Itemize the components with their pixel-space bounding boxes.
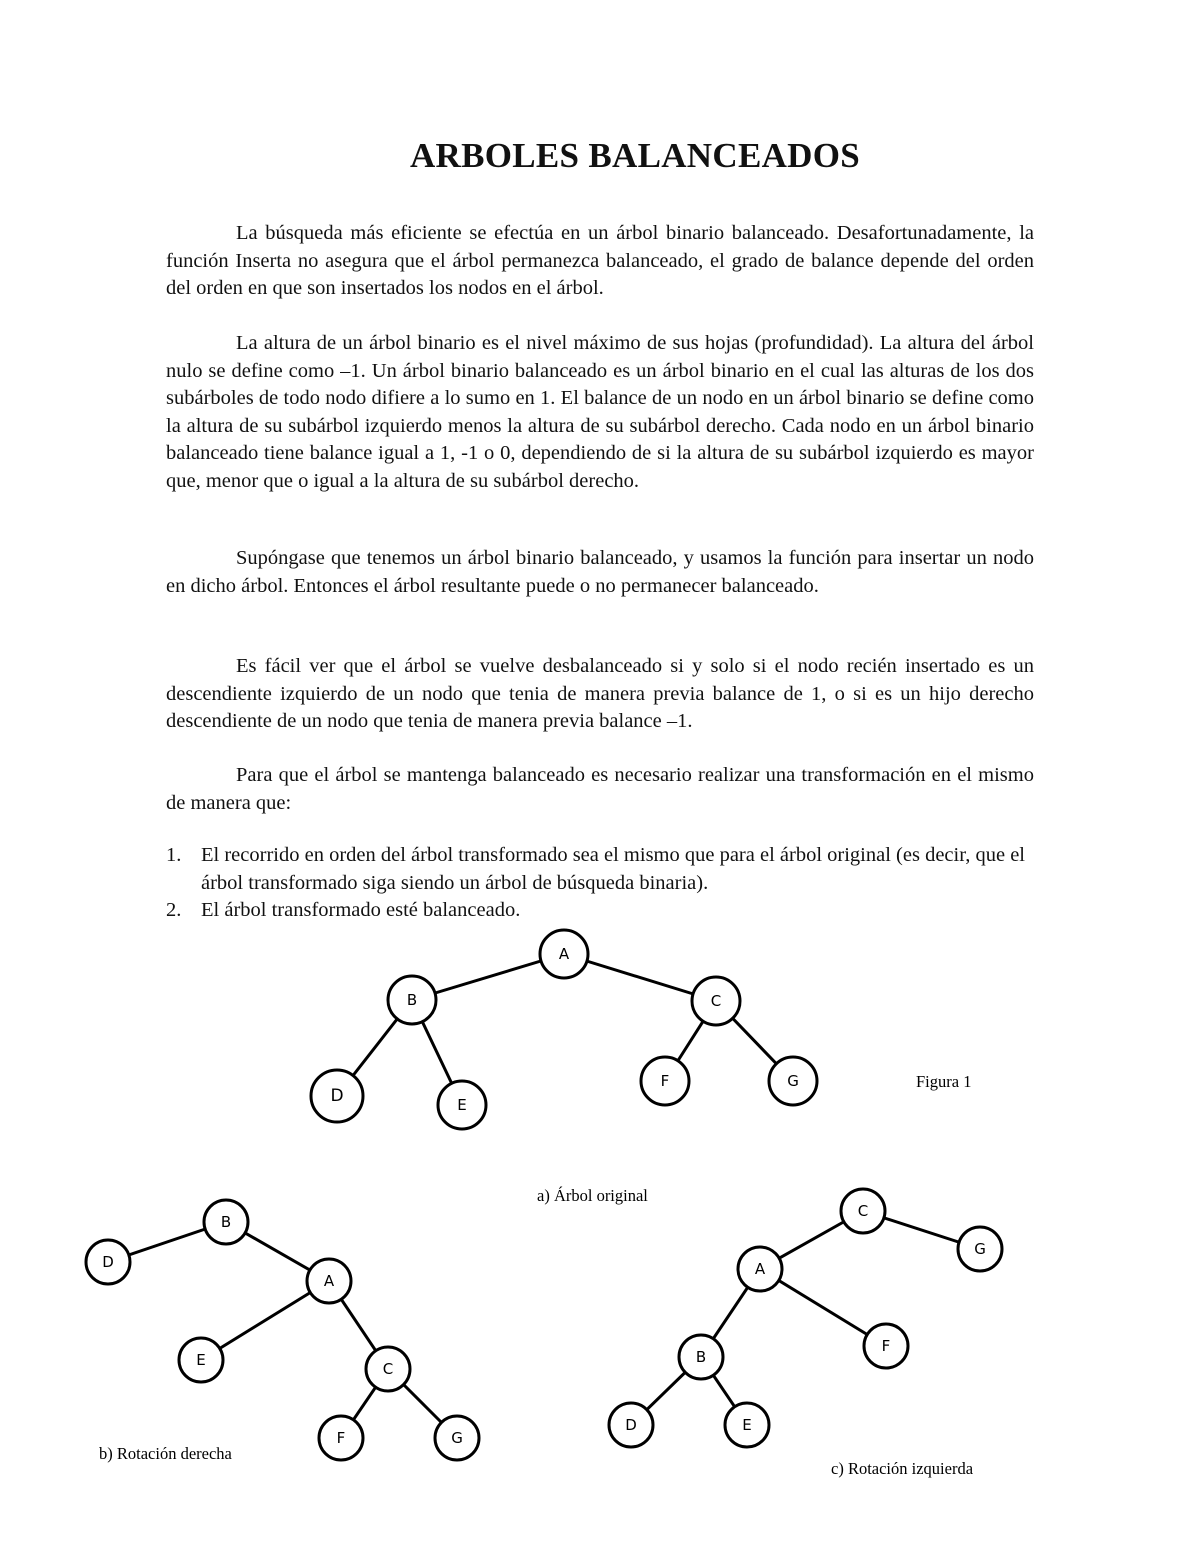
svg-text:F: F (660, 1072, 670, 1090)
svg-text:A: A (323, 1272, 335, 1290)
svg-text:C: C (710, 992, 722, 1010)
caption-left-rotation: c) Rotación izquierda (831, 1459, 974, 1478)
tree-node-b (388, 976, 436, 1024)
svg-text:D: D (102, 1253, 114, 1271)
tree-node-d (311, 1070, 363, 1122)
svg-text:C: C (857, 1202, 869, 1220)
svg-text:A: A (754, 1260, 766, 1278)
list-number: 1. (166, 844, 182, 866)
caption-right-rotation: b) Rotación derecha (99, 1444, 232, 1463)
tree-node-e (179, 1338, 223, 1382)
svg-text:A: A (558, 945, 570, 963)
svg-text:B: B (695, 1348, 707, 1366)
list-item-text: El árbol transformado esté balanceado. (201, 899, 521, 921)
tree-left-rotation (609, 1189, 1002, 1447)
svg-text:G: G (451, 1429, 463, 1447)
list-number: 2. (166, 899, 182, 921)
tree-node-g (958, 1227, 1002, 1271)
tree-node-e (725, 1403, 769, 1447)
tree-node-g (769, 1057, 817, 1105)
tree-right-rotation (86, 1200, 479, 1460)
tree-node-c (841, 1189, 885, 1233)
tree-node-f (319, 1416, 363, 1460)
tree-node-a (307, 1259, 351, 1303)
svg-text:F: F (336, 1429, 346, 1447)
tree-node-a (738, 1247, 782, 1291)
tree-node-c (692, 977, 740, 1025)
svg-text:E: E (457, 1096, 467, 1114)
paragraph-text: La altura de un árbol binario es el nivel máximo de sus hojas (profundidad). La altura del árbol nulo se define como –1. Un árbol binario balanceado es un árbol binario en el cual las alturas de los dos subárboles de todo nodo difiere a lo sumo en 1. El balance de un nodo en un árbol binario se define como la altura de su subárbol izquierdo menos la altura de su subárbol derecho. Cada nodo en un árbol binario balanceado tiene balance igual a 1, -1 o 0, dependiendo de si la altura de su subárbol izquierdo es mayor que, menor que o igual a la altura de su subárbol derecho. (166, 332, 1034, 492)
svg-text:B: B (220, 1213, 232, 1231)
tree-node-e (438, 1081, 486, 1129)
tree-node-d (609, 1403, 653, 1447)
document-title: ARBOLES BALANCEADOS (409, 136, 861, 175)
svg-text:G: G (787, 1072, 799, 1090)
tree-node-g (435, 1416, 479, 1460)
figure-label: Figura 1 (916, 1072, 972, 1091)
svg-text:G: G (974, 1240, 986, 1258)
svg-text:D: D (330, 1086, 344, 1106)
svg-text:E: E (742, 1416, 752, 1434)
svg-text:C: C (382, 1360, 394, 1378)
tree-node-b (204, 1200, 248, 1244)
tree-node-c (366, 1347, 410, 1391)
tree-node-d (86, 1240, 130, 1284)
tree-node-a (540, 930, 588, 978)
svg-text:F: F (881, 1337, 891, 1355)
list-item-text: El recorrido en orden del árbol transformado sea el mismo que para el árbol original (es decir, que el árbol transformado siga siendo un árbol de búsqueda binaria). (201, 844, 1025, 894)
paragraph-text: Para que el árbol se mantenga balanceado es necesario realizar una transformación en el mismo de manera que: (166, 764, 1034, 814)
tree-node-b (679, 1335, 723, 1379)
svg-text:B: B (406, 991, 418, 1009)
tree-node-f (864, 1324, 908, 1368)
tree-original (311, 930, 817, 1129)
svg-text:E: E (196, 1351, 206, 1369)
paragraph-text: Es fácil ver que el árbol se vuelve desbalanceado si y solo si el nodo recién insertado es un descendiente izquierdo de un nodo que tenia de manera previa balance de 1, o si es un hijo derecho descendiente de un nodo que tenia de manera previa balance –1. (166, 655, 1034, 732)
tree-node-f (641, 1057, 689, 1105)
caption-original: a) Árbol original (537, 1186, 648, 1205)
svg-text:D: D (625, 1416, 637, 1434)
paragraph-text: La búsqueda más eficiente se efectúa en un árbol binario balanceado. Desafortunadamente, la función Inserta no asegura que el árbol permanezca balanceado, el grado de balance depende del orden del orden en que son insertados los nodos en el árbol. (166, 222, 1034, 299)
paragraph-text: Supóngase que tenemos un árbol binario balanceado, y usamos la función para insertar un nodo en dicho árbol. Entonces el árbol resultante puede o no permanecer balanceado. (166, 547, 1034, 597)
